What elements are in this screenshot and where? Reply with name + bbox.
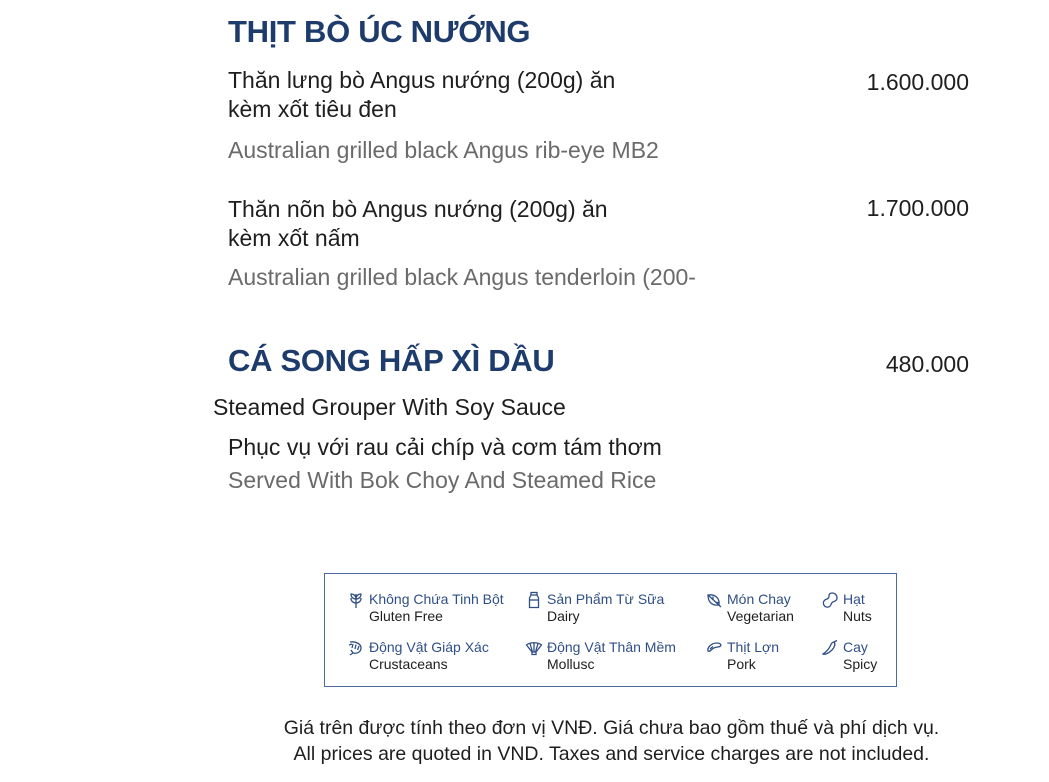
legend-item-vegetarian	[705, 591, 794, 625]
legend-item-pork	[705, 639, 779, 673]
legend-label-vn: Không Chứa Tinh Bột	[369, 591, 504, 607]
legend-label-en: Mollusc	[547, 656, 595, 672]
footer-note-vn: Giá trên được tính theo đơn vị VNĐ. Giá chưa bao gồm thuế và phí dịch vụ.	[283, 717, 940, 739]
menu-item-name-vn	[228, 66, 615, 124]
legend-label-en: Dairy	[547, 608, 580, 624]
menu-item-name-line: Thăn nõn bò Angus nướng (200g) ăn	[228, 196, 608, 222]
legend-item-gluten-free	[347, 591, 504, 625]
menu-item-price: 1.700.000	[866, 195, 969, 221]
menu-item-name-en: Australian grilled black Angus rib-eye MB2	[228, 137, 659, 163]
legend-label-vn: Món Chay	[727, 591, 791, 607]
menu-item-name-line: kèm xốt tiêu đen	[228, 96, 397, 122]
legend-item-mollusc	[525, 639, 676, 673]
milk-icon	[525, 591, 543, 609]
legend-label-vn: Sản Phẩm Từ Sữa	[547, 591, 665, 607]
menu-item-price: 1.600.000	[866, 69, 969, 95]
legend-label-vn: Động Vật Giáp Xác	[369, 639, 489, 655]
legend-label-en: Pork	[727, 656, 756, 672]
section-title-fish: CÁ SONG HẤP XÌ DẦU	[228, 343, 555, 378]
legend-label-en: Crustaceans	[369, 656, 448, 672]
sausage-icon	[705, 639, 723, 657]
menu-item-name-en: Australian grilled black Angus tenderloin (200-	[228, 264, 696, 290]
wheat-icon	[347, 591, 365, 609]
legend-label-vn: Cay	[843, 639, 868, 655]
menu-item-name-vn	[228, 195, 608, 253]
peanut-icon	[821, 591, 839, 609]
shell-icon	[525, 639, 543, 657]
legend-label-en: Nuts	[843, 608, 872, 624]
allergen-legend	[324, 573, 897, 687]
dish-subtitle-en: Steamed Grouper With Soy Sauce	[213, 394, 566, 420]
section-title-beef: THỊT BÒ ÚC NƯỚNG	[228, 14, 531, 49]
leaf-icon	[705, 591, 723, 609]
chili-icon	[821, 639, 839, 657]
footer-note-en: All prices are quoted in VND. Taxes and service charges are not included.	[293, 743, 930, 765]
legend-label-en: Gluten Free	[369, 608, 443, 624]
legend-item-crustaceans	[347, 639, 489, 673]
legend-label-en: Vegetarian	[727, 608, 794, 624]
shrimp-icon	[347, 639, 365, 657]
legend-item-spicy	[821, 639, 877, 673]
legend-label-vn: Thịt Lợn	[727, 639, 779, 655]
menu-item-price: 480.000	[885, 351, 969, 377]
menu-item-name-line: kèm xốt nấm	[228, 225, 360, 251]
dish-description-vn: Phục vụ với rau cải chíp và cơm tám thơm	[228, 434, 662, 460]
legend-item-dairy	[525, 591, 664, 625]
menu-item-name-line: Thăn lưng bò Angus nướng (200g) ăn	[228, 67, 616, 93]
legend-label-vn: Hạt	[843, 591, 865, 607]
legend-label-en: Spicy	[843, 656, 878, 672]
legend-label-vn: Động Vật Thân Mềm	[547, 639, 676, 655]
dish-description-en: Served With Bok Choy And Steamed Rice	[228, 467, 657, 493]
legend-item-nuts	[821, 591, 872, 625]
